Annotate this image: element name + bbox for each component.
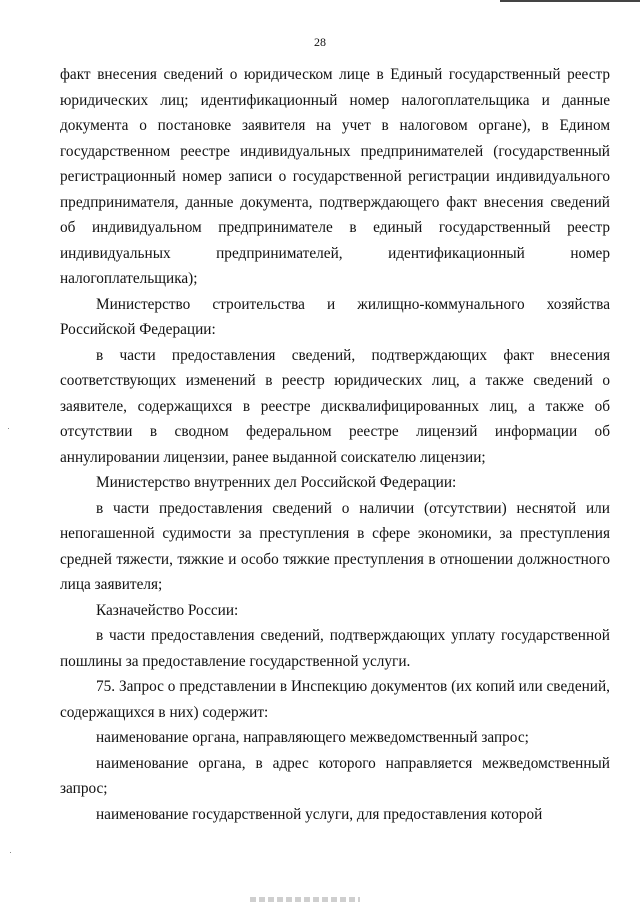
scan-edge-mark bbox=[500, 0, 640, 2]
paragraph-mvd-heading: Министерство внутренних дел Российской Федерации: bbox=[96, 474, 457, 491]
paragraph-treasury-details: в части предоставления сведений, подтверждающих уплату государственной пошлины за предоставление государственной услуги. bbox=[60, 627, 610, 670]
paragraph-addressee-body: наименование органа, в адрес которого направляется межведомственный запрос; bbox=[60, 754, 610, 797]
paragraph-requesting-body: наименование органа, направляющего межведомственный запрос; bbox=[96, 729, 529, 746]
paragraph-item-75: 75. Запрос о представлении в Инспекцию документов (их копий или сведений, содержащихся в них) содержит: bbox=[60, 678, 610, 721]
paragraph-treasury-heading: Казначейство России: bbox=[96, 601, 239, 619]
paragraph-minstroy-details: в части предоставления сведений, подтверждающих факт внесения соответствующих изменений в реестр юридических лиц, а также сведений о заявителе, содержащихся в реестре дисквалифицированных лиц, а также об отсутствии в сводном федеральном реестре лицензий информации об аннулировании лицензии, ранее выданной соискателю лицензии; bbox=[60, 346, 610, 466]
paragraph-minstroy-heading: Министерство строительства и жилищно-коммунального хозяйства Российской Федерации: bbox=[60, 295, 610, 338]
scan-bottom-mark bbox=[250, 897, 360, 902]
page-number: 28 bbox=[314, 35, 326, 49]
scan-speck bbox=[10, 852, 11, 853]
paragraph-service-name: наименование государственной услуги, для предоставления которой bbox=[96, 805, 543, 823]
scan-speck bbox=[8, 428, 9, 429]
paragraph-registry-continuation: факт внесения сведений о юридическом лице в Единый государственный реестр юридических лиц; идентификационный номер налогоплательщика и данные документа о постановке заявителя на учет в налоговом органе), в Едином государственном реестре индивидуальных предпринимателей (государственный регистрационный номер записи о государственной регистрации индивидуального предпринимателя, данные документа, подтверждающего факт внесения сведений об индивидуальном предпринимателе в единый государственный реестр индивидуальных предпринимателей, идентификационный номер налогоплательщика); bbox=[60, 66, 610, 287]
document-body bbox=[60, 62, 610, 827]
paragraph-mvd-details: в части предоставления сведений о наличии (отсутствии) неснятой или непогашенной судимости за преступления в сфере экономики, за преступления средней тяжести, тяжкие и особо тяжкие преступления в отношении должностного лица заявителя; bbox=[60, 499, 610, 593]
